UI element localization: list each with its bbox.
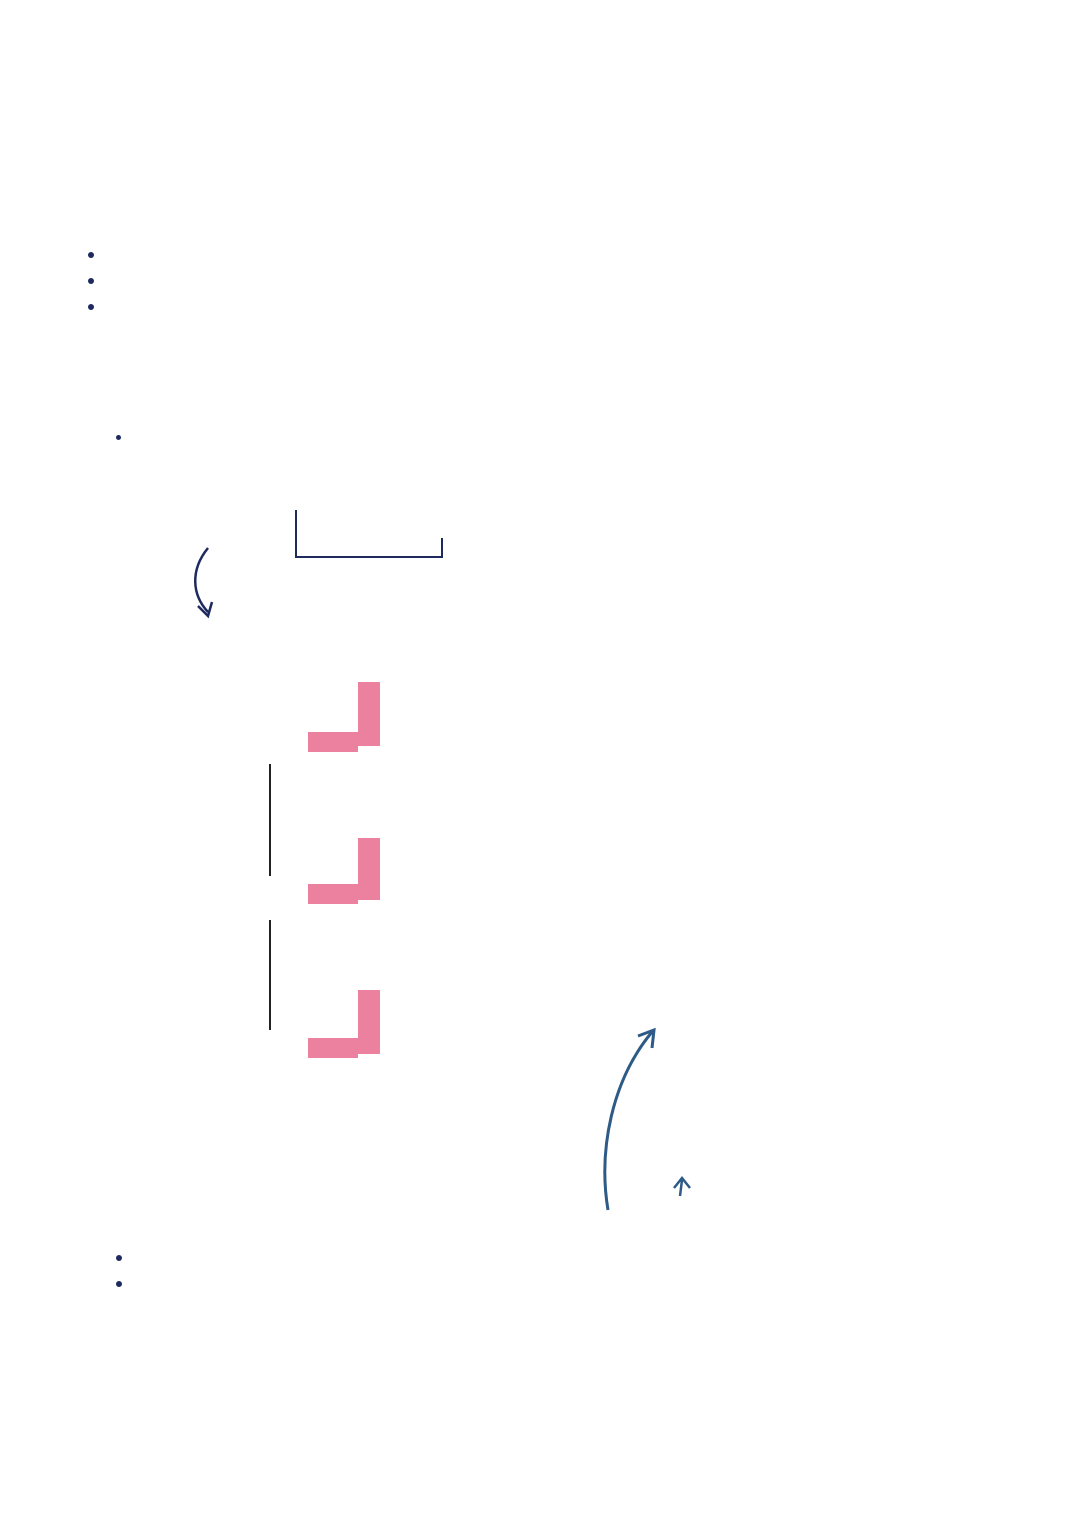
- curved-arrow-icon: [195, 548, 208, 612]
- ester-highlight-1b: [308, 732, 358, 752]
- phospho-bullet-2: [116, 1270, 134, 1294]
- bracket-line: [296, 510, 442, 557]
- phospho-bullet-1: [116, 1244, 134, 1268]
- curved-arrow-icon: [605, 1032, 652, 1210]
- ester-highlight-3b: [308, 1038, 358, 1058]
- ester-highlight-3a: [358, 990, 380, 1054]
- bullet-dot: [116, 1255, 122, 1261]
- ester-highlights: [308, 682, 380, 1058]
- arrow-small-icon: [680, 1180, 682, 1196]
- ester-highlight-2b: [308, 884, 358, 904]
- ester-highlight-1a: [358, 682, 380, 746]
- ester-highlight-2a: [358, 838, 380, 900]
- bullet-dot: [116, 1281, 122, 1287]
